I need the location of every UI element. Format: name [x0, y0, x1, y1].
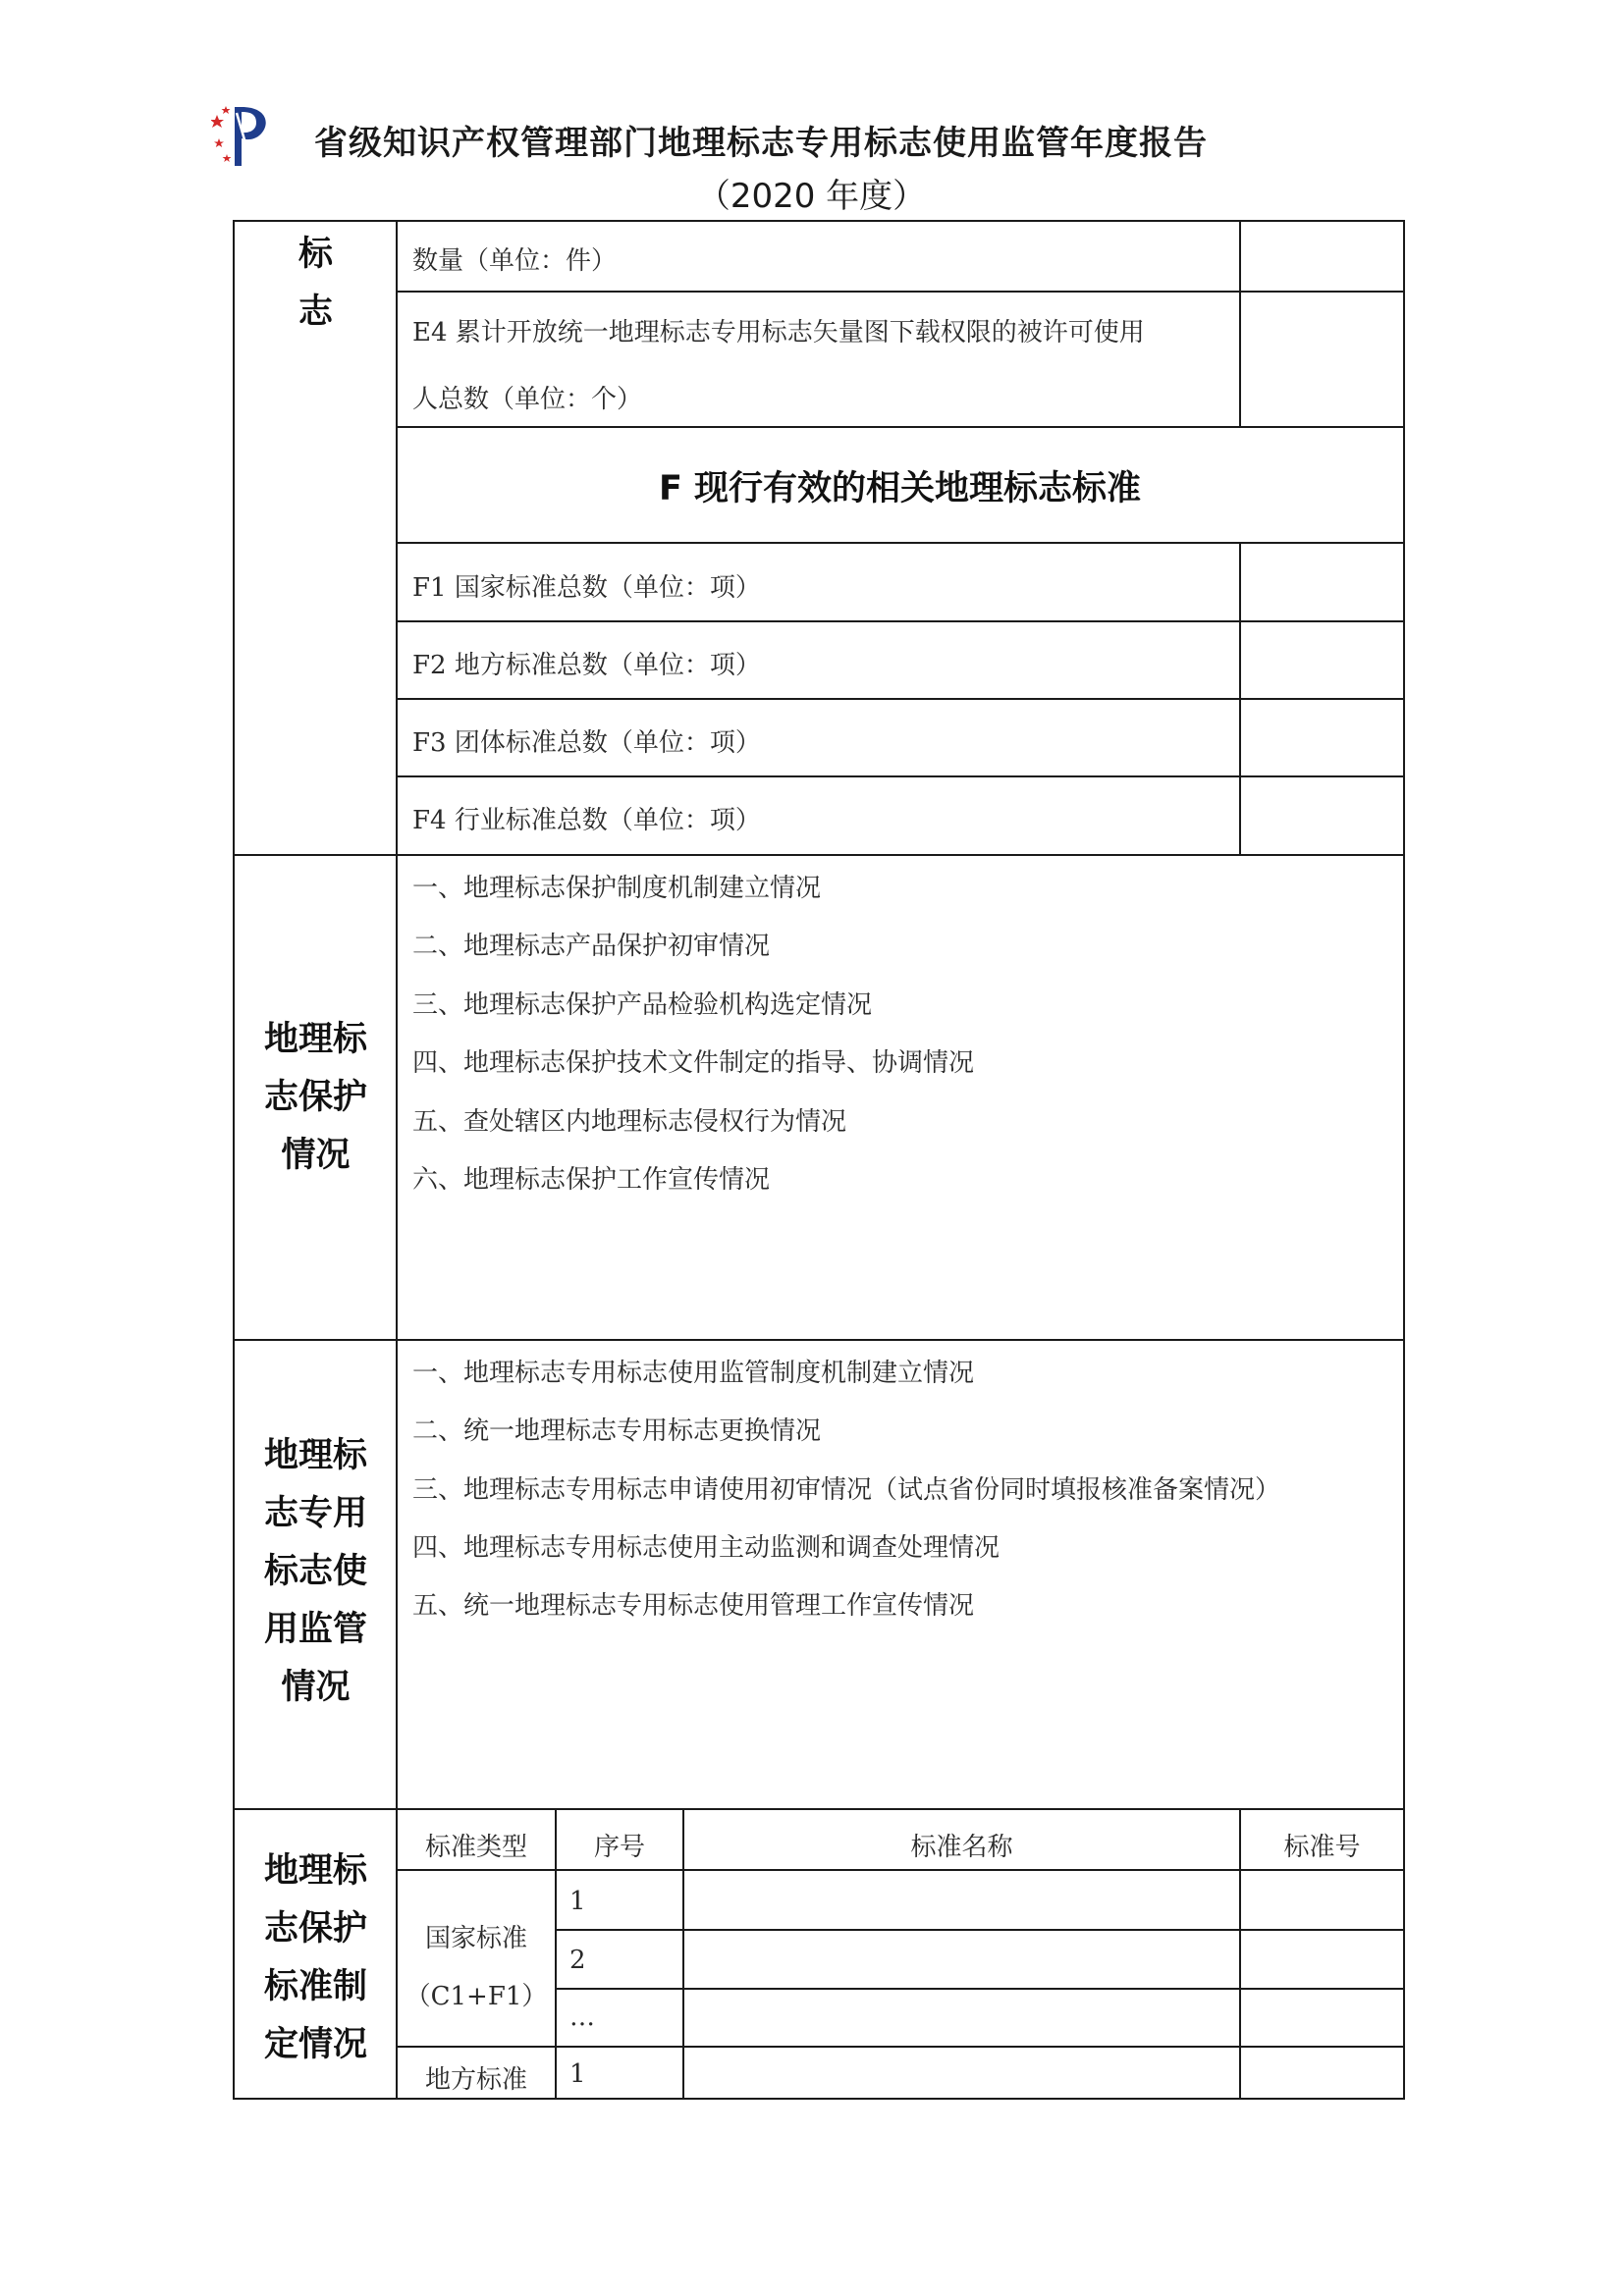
supervision-content[interactable] [398, 1341, 1403, 1808]
protection-item: 五、查处辖区内地理标志侵权行为情况 [412, 1107, 847, 1137]
page-header [0, 0, 1623, 221]
row-f2-value[interactable] [1241, 622, 1404, 700]
standards-header-number: 标准号 [1283, 1833, 1361, 1862]
table-border-top [233, 220, 1405, 222]
section-e-side-label: 标 志 [298, 235, 333, 332]
report-title: 省级知识产权管理部门地理标志专用标志使用监管年度报告 [314, 124, 1208, 163]
standards-header-index: 序号 [593, 1833, 645, 1862]
protection-item: 二、地理标志产品保护初审情况 [412, 932, 771, 961]
row-f4-label: F4 行业标准总数（单位：项） [412, 806, 761, 835]
row-f1-value[interactable] [1241, 544, 1404, 622]
supervision-item: 四、地理标志专用标志使用主动监测和调查处理情况 [412, 1533, 1001, 1563]
local-standard-label: 地方标准 [424, 2065, 527, 2095]
row-e4-label-line1: E4 累计开放统一地理标志专用标志矢量图下载权限的被许可使用 [412, 318, 1145, 347]
protection-side-label: 地理标 志保护 情况 [263, 1020, 367, 1175]
row-e4-label-line2: 人总数（单位：个） [412, 385, 643, 414]
supervision-item: 五、统一地理标志专用标志使用管理工作宣传情况 [412, 1591, 975, 1621]
national-row-3-number[interactable] [1241, 1990, 1403, 2046]
protection-item: 一、地理标志保护制度机制建立情况 [412, 874, 822, 903]
local-row-1-name[interactable] [684, 2048, 1239, 2098]
table-border-right [1403, 220, 1405, 2100]
cnipa-logo-icon [211, 103, 270, 168]
national-standard-code: （C1+F1） [405, 1982, 548, 2011]
national-row-3-name[interactable] [684, 1990, 1239, 2046]
national-row-1-name[interactable] [684, 1871, 1239, 1929]
row-e4-value[interactable] [1241, 293, 1404, 426]
section-f-title: F 现行有效的相关地理标志标准 [658, 469, 1142, 508]
national-row-2-name[interactable] [684, 1931, 1239, 1988]
local-row-1-number[interactable] [1241, 2048, 1403, 2098]
national-row-1-number[interactable] [1241, 1871, 1403, 1929]
table-border-left [233, 220, 235, 2100]
protection-item: 四、地理标志保护技术文件制定的指导、协调情况 [412, 1048, 975, 1078]
national-row-index: 2 [569, 1946, 586, 1975]
local-row-index: 1 [569, 2059, 586, 2089]
protection-content[interactable] [398, 856, 1403, 1340]
national-standard-label: 国家标准 [424, 1924, 527, 1953]
report-year: （2020 年度） [696, 177, 927, 216]
protection-item: 六、地理标志保护工作宣传情况 [412, 1165, 771, 1195]
row-f3-label: F3 团体标准总数（单位：项） [412, 728, 761, 758]
standards-side-label: 地理标 志保护 标准制 定情况 [263, 1851, 367, 2064]
row-f1-label: F1 国家标准总数（单位：项） [412, 573, 761, 603]
standards-header-name: 标准名称 [910, 1833, 1013, 1862]
supervision-side-label: 地理标 志专用 标志使 用监管 情况 [263, 1436, 367, 1707]
row-f2-label: F2 地方标准总数（单位：项） [412, 651, 761, 680]
standards-header-type: 标准类型 [424, 1833, 527, 1862]
row-count-value[interactable] [1241, 221, 1404, 293]
table-border-bottom [233, 2098, 1405, 2100]
national-row-index: 1 [569, 1887, 586, 1916]
row-f3-value[interactable] [1241, 700, 1404, 777]
supervision-item: 一、地理标志专用标志使用监管制度机制建立情况 [412, 1359, 975, 1388]
supervision-item: 二、统一地理标志专用标志更换情况 [412, 1416, 822, 1446]
protection-item: 三、地理标志保护产品检验机构选定情况 [412, 990, 873, 1020]
row-count-label: 数量（单位：件） [412, 246, 618, 276]
national-row-2-number[interactable] [1241, 1931, 1403, 1988]
supervision-item: 三、地理标志专用标志申请使用初审情况（试点省份同时填报核准备案情况） [412, 1475, 1281, 1505]
row-f4-value[interactable] [1241, 777, 1404, 856]
national-row-index: … [569, 2002, 595, 2032]
